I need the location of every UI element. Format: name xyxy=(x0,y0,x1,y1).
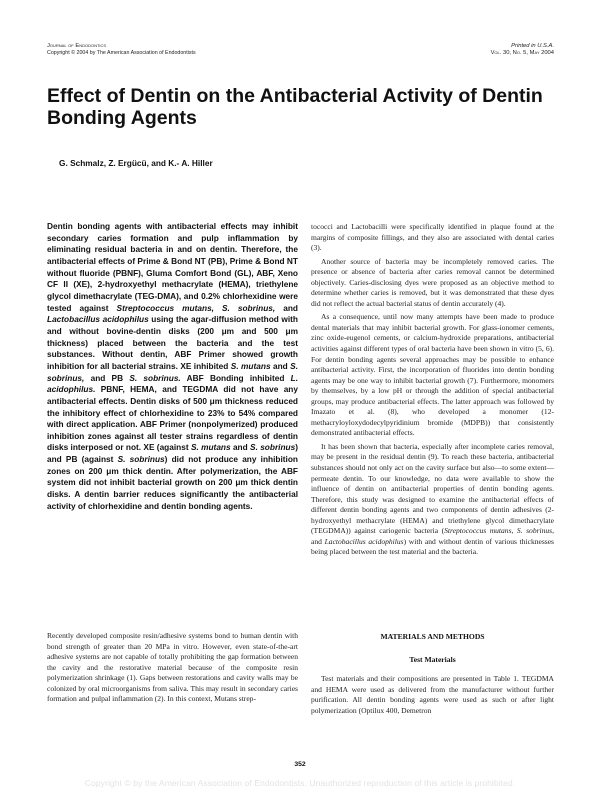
species-name: S. sobrinus, xyxy=(47,360,298,383)
author-list: G. Schmalz, Z. Ergücü, and K.- A. Hiller xyxy=(59,158,213,168)
species-name: S. sobrinus. xyxy=(129,372,181,383)
section-heading: MATERIALS AND METHODS xyxy=(380,632,485,641)
species-name: Lactobacillus acidophilus xyxy=(324,536,404,546)
abstract-text: Dentin bonding agents with antibacterial effects may inhibit secondary caries formation and pulp inflammation by eliminating residual bacteria in and on dentin. Therefore, the antibacterial effects of Prime & Bond NT (PB), Prime & Bond NT without fluoride (PBNF), Gluma Comfort Bond (GL), ABF, Xeno CF II (XE), 2-hydroxyethyl methacrylate (HEMA), triethylene glycol dimethacrylate (TEG-DMA), and 0.2% chlorhexidine were tested against xyxy=(47,221,298,313)
copyright-line: Copyright © 2004 by The American Association of Endodontists xyxy=(47,50,196,56)
abstract xyxy=(47,221,298,512)
body-paragraph: Test materials and their compositions are presented in Table 1. TEGDMA and HEMA were used as delivered from the manufacturer without further purification. All dentin bonding agents were used as such or after light polymerization (Optilux 400, Demetron xyxy=(311,674,554,715)
species-name: Lactobacillus acidophilus xyxy=(47,314,149,325)
abstract-text: ) did not produce any inhibition zones on 200 μm thick dentin. After polymerization, the ABF system did not inhibit bacterial growth on 200 μm thick dentin disks. A dentin barrier reduces significantly the antibacterial activity of chlorhexidine and dentin bonding agents. xyxy=(47,454,298,511)
text-span: and xyxy=(311,536,325,546)
species-name: L. acidophilus. xyxy=(47,372,299,395)
abstract-text: ) and PB (against xyxy=(47,442,298,465)
species-name: Streptococcus mutans, S. sobrinus, xyxy=(116,302,276,313)
abstract-text: and xyxy=(230,442,251,453)
body-paragraph: As a consequence, until now many attempts have been made to produce dental materials that may inhibit bacterial growth. For glass-ionomer cements, zinc oxide-eugenol cements, or calcium-hydroxide preparations, antibacterial activities against different types of oral bacteria have been shown in vitro (5, 6). For dentin bonding agents several approaches may be possible to enhance antibacterial activity. First, the incorporation of fluorides into dentin bonding agents may be one way to inhibit bacterial growth (7). Furthermore, monomers by themselves, by a low pH or through the addition of special antibacterial groups, may produce antibacterial effects. The latter approach was followed by Imazato et al. (8), who developed a monomer (12-methacryloyloxydodecylpyridinium bromide (MDPB)) that consistently demonstrated antibacterial effects. xyxy=(311,312,554,438)
abstract-text: and PB xyxy=(84,372,130,383)
abstract-text: ABF Bonding inhibited xyxy=(180,372,291,383)
abstract-text: using the agar-diffusion method with and without bovine-dentin disks (200 μm and 500 μm thickness) placed between the bacteria and the test substances. Without dentin, ABF Primer showed growth inhibition for all bacterial strains. XE inhibited xyxy=(47,314,298,371)
intro-paragraph: Recently developed composite resin/adhesive systems bond to human dentin with bond strength of greater than 20 MPa in vitro. However, even state-of-the-art adhesive systems are not capable of totally prohibiting the gap formation between the cavity and the restorative material because of the composite resin polymerization shrinkage (1). Gaps between restorations and cavity walls may be colonized by oral microorganisms from saliva. This may result in secondary caries formation and pulpal inflammation (2). In this context, Mutans strep- xyxy=(47,631,298,704)
text-span: It has been shown that bacteria, especially after incomplete caries removal, may be present in the residual dentin (9). To reach these bacteria, antibacterial substances should not only act on the cavity surface but also—to some extent—permeate dentin. To our knowledge, no data were available to show the influence of dentin on antibacterial properties of dentin bonding agents. Therefore, this study was designed to examine the antibacterial effects of different dentin bonding agents and two components of dentin adhesives (2-hydroxyethyl methacrylate (HEMA) and triethylene glycol dimethacrylate (TEGDMA)) against cariogenic bacteria ( xyxy=(311,441,554,536)
species-name: S. sobrinus xyxy=(117,454,165,465)
body-paragraph: Another source of bacteria may be incompletely removed caries. The presence or absence of bacteria after caries removal cannot be determined objectively. Caries-disclosing dyes were proposed as an objective method to determine whether caries is removed, but it was demonstrated that these dyes did not reflect the actual bacterial status of dentin accurately (4). xyxy=(311,256,554,308)
text-span: ) with and without dentin of various thicknesses being placed between the test material and the bacteria. xyxy=(311,536,554,557)
running-header-left xyxy=(47,43,196,57)
abstract-text: and xyxy=(270,360,291,371)
article-title: Effect of Dentin on the Antibacterial Activity of Dentin Bonding Agents xyxy=(47,85,543,129)
species-name: S. sobrinus xyxy=(250,442,296,453)
species-name: Streptococcus mutans, S. sobrinus, xyxy=(444,526,554,536)
running-header-right xyxy=(491,43,554,57)
subsection-heading: Test Materials xyxy=(409,655,456,664)
abstract-text: PBNF, HEMA, and TEGDMA did not have any antibacterial effects. Dentin disks of 500 μm thickness reduced the inhibitory effect of chlorhexidine to 23% to 54% compared with direct application. ABF Primer (nonpolymerized) produced inhibition zones against all tester strains regardless of dentin disks interposed or not. XE (against xyxy=(47,384,298,453)
species-name: S. mutans xyxy=(230,360,271,371)
body-paragraph xyxy=(311,442,554,558)
volume-info: Vol. 30, No. 5, May 2004 xyxy=(490,50,554,56)
copyright-watermark: Copyright © by the American Association of Endodontists. Unauthorized reproduction of this article is prohibited. xyxy=(84,778,516,788)
species-name: S. mutans xyxy=(190,442,231,453)
printed-location: Printed in U.S.A. xyxy=(511,43,554,49)
right-column xyxy=(311,222,554,558)
abstract-text: and xyxy=(275,302,298,313)
journal-name: Journal of Endodontics xyxy=(47,43,107,49)
page-number: 352 xyxy=(294,761,306,768)
body-paragraph: tococci and Lactobacilli were specifically identified in plaque found at the margins of composite fillings, and they also are associated with dental caries (3). xyxy=(311,222,554,253)
